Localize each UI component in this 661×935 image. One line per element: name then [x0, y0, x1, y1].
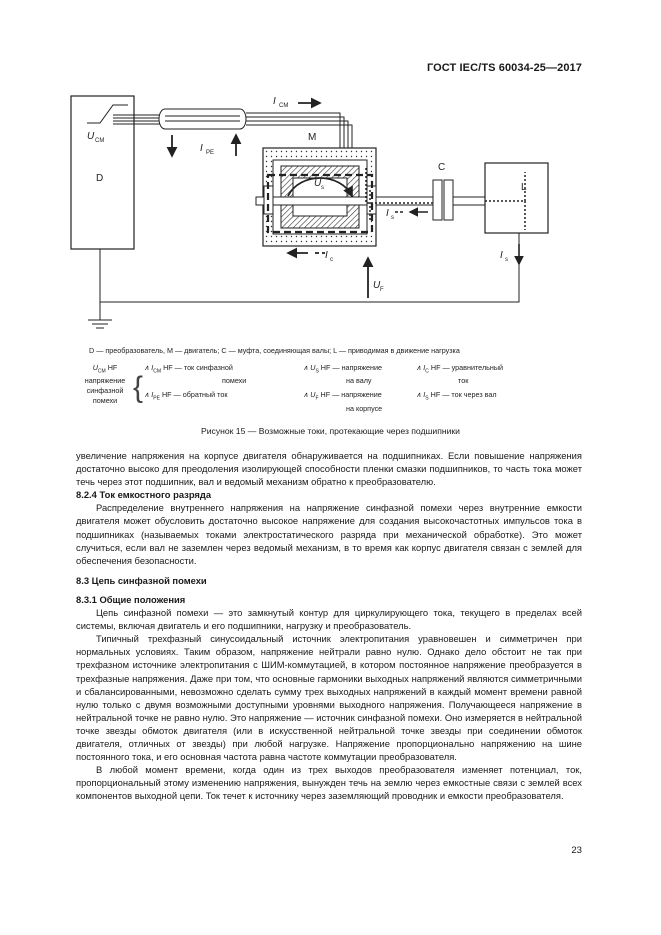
- legend-brace: {: [133, 371, 144, 404]
- is-current-path: [366, 168, 440, 222]
- page-number: 23: [571, 845, 582, 856]
- label-is: I: [386, 208, 389, 219]
- label-M: M: [308, 132, 317, 143]
- paragraph-3: Цепь синфазной помехи — это замкнутый контур для циркулирующего тока, текущего в пределах всей системы, включая двигатель и его подшипники, нагрузку и преобразователь.: [76, 607, 582, 632]
- svg-text:PE: PE: [206, 150, 215, 156]
- label-ic: I: [325, 250, 328, 261]
- figure-caption: Рисунок 15 — Возможные токи, протекающие через подшипники: [201, 426, 460, 436]
- heading-8-3-1: 8.3.1 Общие положения: [76, 593, 186, 605]
- heading-8-3: 8.3 Цепь синфазной помехи: [76, 574, 207, 586]
- legend-col4: ∧ $I_C$ HF — уравнительный ток ∧ $I_S$ HF — ток через вал: [416, 363, 504, 402]
- load-box: [485, 163, 548, 233]
- legend-line: D — преобразователь, M — двигатель; C — муфта, соединяющая валы; L — приводимая в движение нагрузка: [89, 346, 460, 355]
- motor-shaft: [256, 197, 438, 205]
- svg-text:s: s: [391, 215, 394, 221]
- heading-8-2-4: 8.2.4 Ток емкостного разряда: [76, 489, 212, 501]
- label-ipe: I: [200, 143, 203, 154]
- label-us: U: [314, 178, 322, 189]
- label-C: C: [438, 162, 446, 173]
- label-D: D: [96, 173, 104, 184]
- svg-text:CM: CM: [95, 138, 105, 144]
- label-ucm: U: [87, 131, 95, 142]
- coupling: [433, 180, 442, 220]
- svg-text:CM: CM: [279, 103, 289, 109]
- svg-text:F: F: [380, 287, 384, 293]
- label-L: L: [521, 182, 527, 193]
- document-code: ГОСТ IEC/TS 60034-25—2017: [426, 62, 582, 74]
- svg-text:c: c: [330, 257, 333, 263]
- paragraph-2: Распределение внутреннего напряжения на напряжение синфазной помехи через внутренние емкости двигателя может обусловить достаточно высокое напряжение для создания высокочастотных импульсов тока в подшипниках (называемых токами электростатического разряда при механической обработке). Это может случиться, если вал не заземлен через ведомый механизм, в то время как корпус двигателя связан с землей для обеспечения безопасности.: [76, 502, 582, 566]
- svg-text:s: s: [321, 185, 324, 191]
- bearing-currents-diagram: [0, 0, 661, 360]
- label-uf: U: [373, 280, 381, 291]
- svg-text:s: s: [505, 257, 508, 263]
- legend-col1: $U_{CM}$ HF напряжение синфазной помехи: [84, 363, 126, 406]
- cable-shield: [159, 109, 246, 129]
- label-is2: I: [500, 250, 503, 261]
- body-text: [76, 449, 582, 802]
- label-icm: I: [273, 96, 276, 107]
- paragraph-5: В любой момент времени, когда один из трех выходов преобразователя изменяет потенциал, ток, пропорциональный этому изменению напряжения, вынужден течь на землю через емкостные связи с землей всех компонентов выходной цепи. Ток течет к источнику через заземляющий проводник и емкости преобразователя.: [76, 764, 582, 802]
- legend-col2: ∧ $I_{CM}$ HF — ток синфазной помехи ∧ $I_{PE}$ HF — обратный ток: [144, 363, 247, 402]
- paragraph-4: Типичный трехфазный синусоидальный источник электропитания уравновешен и симметричен при нормальных условиях. Таким образом, напряжение нейтрали равно нулю. Однако дело обстоит не так при трехфазном источнике электропитания с ШИМ-коммутацией, в котором постоянное напряжение преобразуется в трехфазные напряжения. Даже при том, что основные гармоники выходных напряжений являются симметричными и сбалансированными, невозможно сделать сумму трех выходных напряжений в каждый момент времени равной нулю только с двумя возможными доступными уровнями выходного напряжения. Получающееся напряжение в нейтральной точке не равно нулю. Это напряжение — источник синфазной помехи. Оно измеряется в нейтральной точке звезды обмоток двигателя (или в искусственной нейтральной точке звезды при соединении обмоток двигателя, отличных от звезды) при любой нагрузке. Напряжение пропорционально напряжению на шине постоянного тока, и его основная частота равна частоте коммутации преобразователя.: [76, 633, 582, 763]
- legend-col3: ∧ $U_S$ HF — напряжение на валу ∧ $U_F$ HF — напряжение на корпусе: [303, 363, 383, 413]
- paragraph-1: увеличение напряжения на корпусе двигателя обнаруживается на подшипниках. Если повышение напряжения достаточно высоко для преодоления изолирующей способности пленки смазки подшипников, то часть тока может течь через этот подшипник, вал и ведомый механизм обратно к преобразователю.: [76, 450, 582, 488]
